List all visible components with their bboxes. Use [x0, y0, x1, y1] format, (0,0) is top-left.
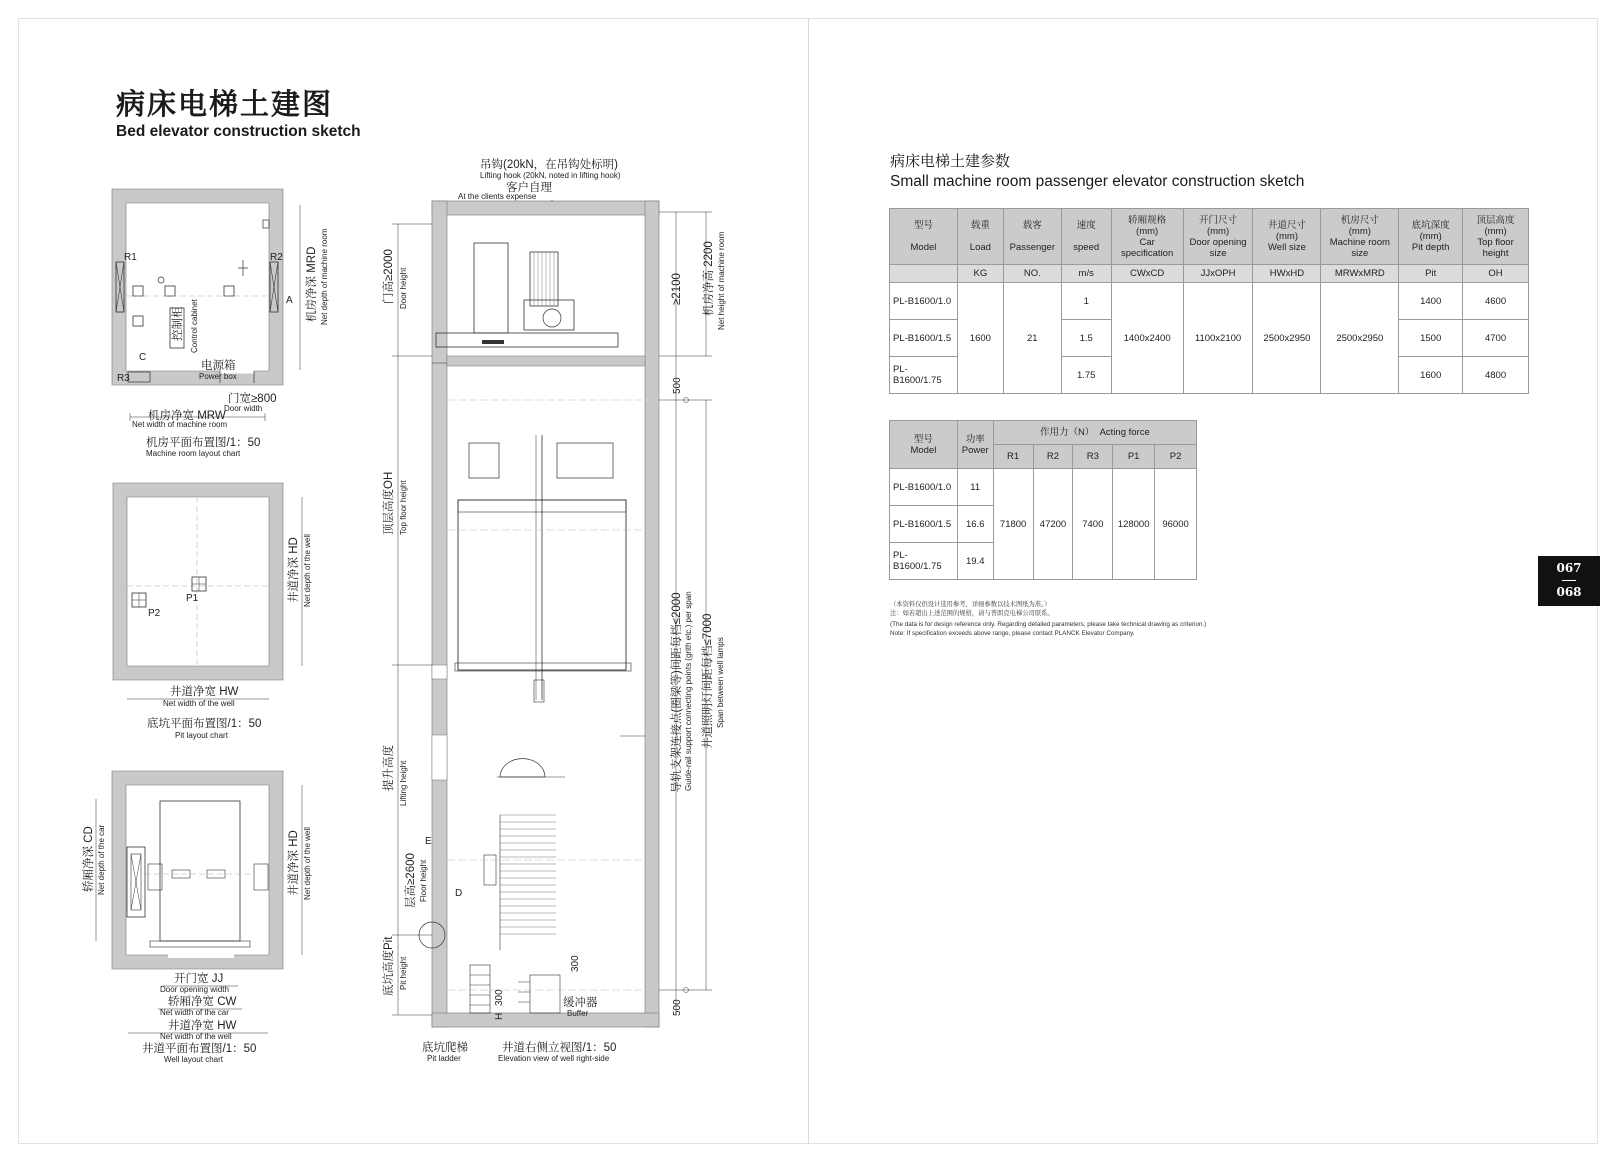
spec-cell-model: PL-B1600/1.75 [890, 357, 958, 394]
label-pit-en: Pit height [399, 956, 408, 990]
label-jj-cn: 开门宽 JJ [174, 973, 224, 985]
label-mrw-en: Net width of machine room [132, 420, 228, 429]
footnote-line: （本资料仅供设计选用参考，详细参数以技术图纸为准。） [890, 601, 1051, 608]
spec-cell-car: 1400x2400 [1111, 283, 1183, 394]
well-plan [81, 771, 312, 1064]
label-guide-en: Guide-rail support connecting points (grith etc.) per span [684, 591, 693, 791]
force-cell-r3: 7400 [1073, 469, 1113, 580]
page-number-left: 067 [1556, 561, 1582, 575]
label-r1: R1 [124, 252, 137, 263]
label-lamp-en: Span between well lamps [716, 637, 725, 728]
footnotes [890, 601, 1310, 638]
label-pit-ladder-cn: 底坑爬梯 [422, 1042, 468, 1054]
spec-cell-speed: 1.75 [1061, 357, 1111, 394]
force-cell-model: PL-B1600/1.75 [890, 543, 958, 580]
footnote-line: (The data is for design reference only. Regarding detailed parameters, please take technical drawing as criterion.) [890, 621, 1207, 629]
label-dim-500b: 500 [672, 999, 683, 1016]
label-hd2-cn: 井道净深 HD [288, 830, 300, 896]
label-control-cabinet-cn: 控制柜 [172, 306, 184, 341]
spec-cell-model: PL-B1600/1.5 [890, 320, 958, 357]
label-jj-en: Door opening width [160, 985, 229, 994]
right-page-title-en: Small machine room passenger elevator construction sketch [890, 173, 1305, 190]
spec-cell-load: 1600 [957, 283, 1003, 394]
page-number-divider [1562, 580, 1576, 581]
force-cell-r2: 47200 [1033, 469, 1073, 580]
label-door-width-en: Door width [224, 404, 263, 413]
force-cell-power: 16.6 [957, 506, 993, 543]
label-h: H [494, 1012, 505, 1020]
force-header-r1: R1 [993, 445, 1033, 469]
label-cw-en: Net width of the car [160, 1008, 229, 1017]
spec-unit: Pit [1399, 265, 1463, 283]
pit-layout-caption-cn: 底坑平面布置图/1：50 [147, 718, 262, 730]
label-p1: P1 [186, 593, 199, 604]
label-top-floor-en: Top floor height [399, 480, 408, 535]
force-cell-model: PL-B1600/1.0 [890, 469, 958, 506]
spec-unit: m/s [1061, 265, 1111, 283]
elevation-caption-en: Elevation view of well right-side [498, 1054, 610, 1063]
spec-cell-well: 2500x2950 [1253, 283, 1321, 394]
spec-cell-oh: 4700 [1463, 320, 1529, 357]
label-hd-cn: 井道净深 HD [288, 537, 300, 603]
page-number-right: 068 [1556, 585, 1582, 599]
spec-header-car: 轿厢规格 (mm) Car specification [1111, 209, 1183, 265]
spec-header-oh: 顶层高度 (mm) Top floor height [1463, 209, 1529, 265]
spec-unit: HWxHD [1253, 265, 1321, 283]
footnote-line: 注：如若超出上述范围的规格，请与普朗克电梯公司联系。 [890, 609, 1054, 617]
label-hw-cn: 井道净宽 HW [170, 686, 239, 698]
force-cell-p2: 96000 [1155, 469, 1197, 580]
label-dim-300b: 300 [494, 989, 505, 1006]
label-lifting-cn: 提升高度 [383, 745, 395, 791]
spec-unit: MRWxMRD [1321, 265, 1399, 283]
spec-header-load: 载重 Load [957, 209, 1003, 265]
label-d: D [455, 888, 463, 899]
spec-header-well: 井道尺寸 (mm) Well size [1253, 209, 1321, 265]
label-hw2-en: Net width of the well [160, 1032, 232, 1041]
spec-cell-door: 1100x2100 [1183, 283, 1253, 394]
left-page-title-en: Bed elevator construction sketch [116, 123, 361, 140]
force-header-p2: P2 [1155, 445, 1197, 469]
spec-unit: JJxOPH [1183, 265, 1253, 283]
label-power-box-en: Power box [199, 372, 237, 381]
spec-header-model: 型号 Model [890, 209, 958, 265]
label-c: C [139, 352, 147, 363]
label-door-height-cn: 门高≥2000 [383, 249, 395, 304]
spec-unit: OH [1463, 265, 1529, 283]
page-number-tab [1538, 556, 1600, 606]
label-client-cn: 客户自理 [506, 182, 552, 194]
force-cell-model: PL-B1600/1.5 [890, 506, 958, 543]
force-header-p1: P1 [1113, 445, 1155, 469]
label-p2: P2 [148, 608, 161, 619]
machine-layout-caption-en: Machine room layout chart [146, 449, 241, 458]
label-floor-height-en: Floor height [419, 859, 428, 902]
spec-table [889, 208, 1529, 394]
label-power-box-cn: 电源箱 [201, 360, 236, 372]
label-guide-cn: 导轨支架连接点(圈梁等)间距每档≤2000 [671, 592, 683, 793]
spec-unit: KG [957, 265, 1003, 283]
spec-header-pit: 底坑深度 (mm) Pit depth [1399, 209, 1463, 265]
label-mrd-cn: 机房净深 MRD [306, 246, 318, 322]
label-dim-2100: ≥2100 [671, 273, 683, 305]
spec-unit: CWxCD [1111, 265, 1183, 283]
force-header-model: 型号 Model [890, 421, 958, 469]
left-page-title-cn: 病床电梯土建图 [116, 87, 334, 121]
label-dim-300a: 300 [570, 955, 581, 972]
pit-plan [113, 483, 312, 740]
force-cell-power: 19.4 [957, 543, 993, 580]
spec-header-speed: 速度 speed [1061, 209, 1111, 265]
label-mr-height-cn: 机房净高 2200 [703, 241, 715, 316]
label-a: A [286, 295, 293, 306]
label-hd-en: Net depth of the well [303, 534, 312, 607]
label-dim-500a: 500 [672, 377, 683, 394]
force-cell-p1: 128000 [1113, 469, 1155, 580]
elevation-view [381, 157, 726, 1063]
spec-cell-pit: 1600 [1399, 357, 1463, 394]
spec-cell-machine-room: 2500x2950 [1321, 283, 1399, 394]
label-buffer-cn: 缓冲器 [563, 997, 598, 1009]
spec-cell-passenger: 21 [1003, 283, 1061, 394]
label-hook-en: Lifting hook (20kN, noted in lifting hook) [480, 171, 621, 180]
label-mrw-cn: 机房净宽 MRW [148, 410, 226, 422]
force-cell-r1: 71800 [993, 469, 1033, 580]
label-hw-en: Net width of the well [163, 699, 235, 708]
spec-cell-speed: 1.5 [1061, 320, 1111, 357]
label-cw-cn: 轿厢净宽 CW [168, 996, 237, 1008]
label-lifting-en: Lifting height [399, 760, 408, 806]
force-cell-power: 11 [957, 469, 993, 506]
spec-unit [890, 265, 958, 283]
elevation-caption-cn: 井道右侧立视图/1：50 [502, 1042, 617, 1054]
well-layout-caption-cn: 井道平面布置图/1：50 [142, 1043, 257, 1055]
spec-cell-pit: 1400 [1399, 283, 1463, 320]
label-r3: R3 [117, 373, 130, 384]
label-hook-cn: 吊钩(20kN，在吊钩处标明) [480, 159, 619, 171]
force-header-power: 功率 Power [957, 421, 993, 469]
machine-layout-caption-cn: 机房平面布置图/1：50 [146, 437, 261, 449]
label-hd2-en: Net depth of the well [303, 827, 312, 900]
label-mrd-en: Net depth of machine room [320, 228, 329, 325]
spec-cell-pit: 1500 [1399, 320, 1463, 357]
label-mr-height-en: Net height of machine room [717, 231, 726, 330]
spec-cell-oh: 4800 [1463, 357, 1529, 394]
force-header-r3: R3 [1073, 445, 1113, 469]
right-page-title-cn: 病床电梯土建参数 [890, 152, 1011, 170]
label-hw2-cn: 井道净宽 HW [168, 1020, 237, 1032]
label-top-floor-cn: 顶层高度OH [383, 471, 395, 535]
spec-cell-model: PL-B1600/1.0 [890, 283, 958, 320]
force-header-r2: R2 [1033, 445, 1073, 469]
spec-header-door: 开门尺寸 (mm) Door opening size [1183, 209, 1253, 265]
force-table [889, 420, 1197, 580]
well-layout-caption-en: Well layout chart [164, 1055, 223, 1064]
label-cd-cn: 轿厢净深 CD [83, 826, 95, 892]
label-cd-en: Net depth of the car [97, 824, 106, 895]
machine-room-plan [112, 189, 329, 458]
label-floor-height-cn: 层高≥2600 [405, 853, 417, 908]
spec-unit: NO. [1003, 265, 1061, 283]
label-client-en: At the clients expense [458, 192, 537, 201]
label-lamp-cn: 井道照明灯间距每档≤7000 [702, 613, 714, 749]
pit-layout-caption-en: Pit layout chart [175, 731, 228, 740]
spec-header-machine-room: 机房尺寸 (mm) Machine room size [1321, 209, 1399, 265]
label-pit-ladder-en: Pit ladder [427, 1054, 461, 1063]
spec-cell-oh: 4600 [1463, 283, 1529, 320]
footnote-line: Note: If specification exceeds above range, please contact PLANCK Elevator Company. [890, 629, 1135, 637]
label-door-height-en: Door height [399, 267, 408, 309]
label-r2: R2 [270, 252, 283, 263]
label-e: E [425, 836, 432, 847]
spec-header-passenger: 载客 Passenger [1003, 209, 1061, 265]
spec-cell-speed: 1 [1061, 283, 1111, 320]
label-pit-cn: 底坑高度Pit [383, 936, 395, 996]
label-control-cabinet-en: Control cabinet [190, 299, 199, 353]
label-door-width-cn: 门宽≥800 [228, 393, 277, 405]
label-buffer-en: Buffer [567, 1009, 589, 1018]
force-header-acting-force: 作用力（N） Acting force [993, 421, 1196, 445]
